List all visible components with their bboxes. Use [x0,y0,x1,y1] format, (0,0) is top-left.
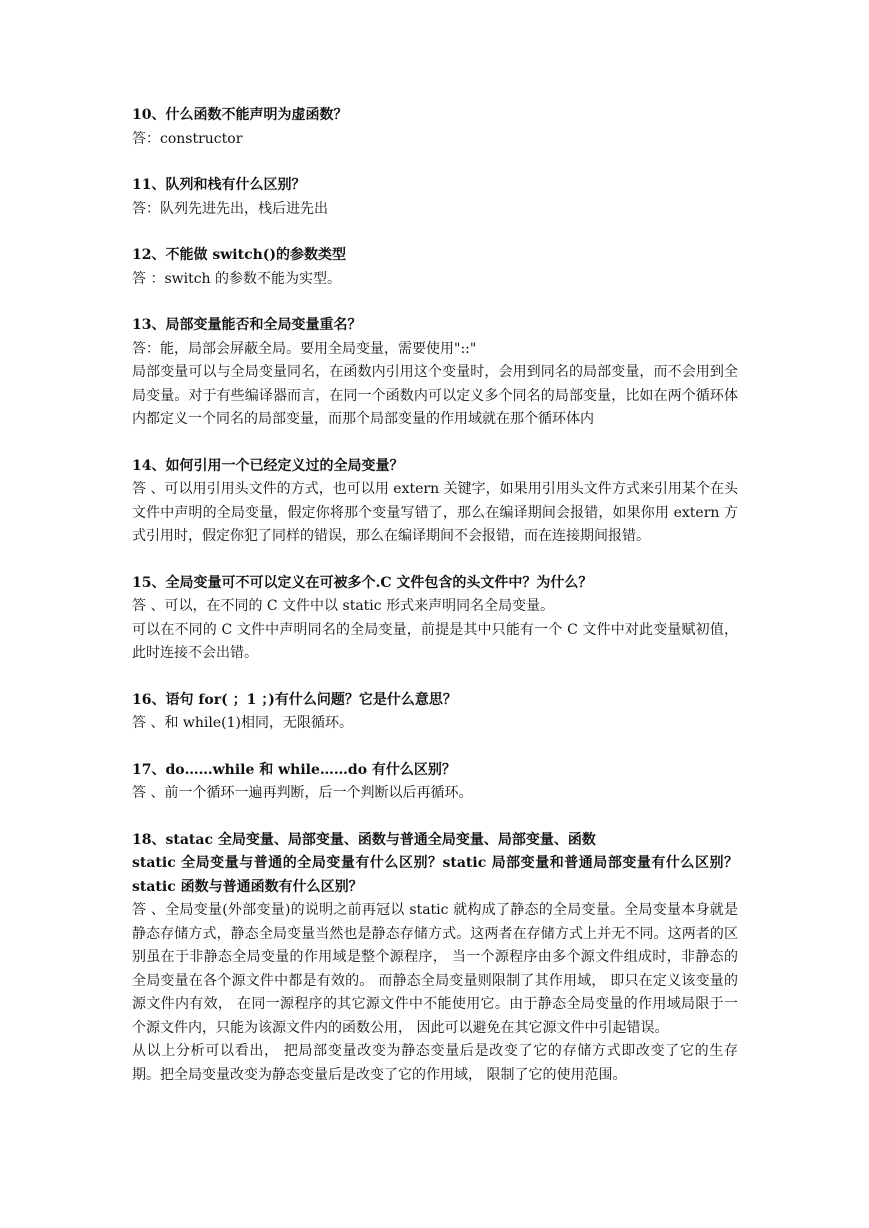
answer-paragraph: 答：constructor [132,130,243,147]
answer-paragraph: 答：队列先进先出，栈后进先出 [132,200,328,217]
qa-item-15 [132,572,738,666]
answer-paragraph: 答 、前一个循环一遍再判断，后一个判断以后再循环。 [132,785,473,801]
question-heading: 13、局部变量能否和全局变量重名？ [132,317,362,333]
qa-item-13 [132,314,738,432]
answer-paragraph: 答 、可以，在不同的 C 文件中以 static 形式来声明同名全局变量。 [132,598,555,614]
qa-item-18 [132,829,738,1088]
qa-item-17 [132,759,738,806]
qa-item-11 [132,174,738,221]
qa-item-12 [132,244,738,291]
question-heading: 11、队列和栈有什么区别？ [132,177,306,193]
question-heading: 18、statac 全局变量、局部变量、函数与普通全局变量、局部变量、函数 [132,831,596,848]
question-heading: 17、do……while 和 while……do 有什么区别？ [132,761,456,778]
question-heading: 12、不能做 switch()的参数类型 [132,247,347,263]
question-heading: 16、语句 for( ；1 ；)有什么问题？它是什么意思？ [132,691,457,708]
answer-paragraph: 从以上分析可以看出， 把局部变量改变为静态变量后是改变了它的存储方式即改变了它的生存期。把全局变量改变为静态变量后是改变了它的作用域， 限制了它的使用范围。 [132,1043,738,1083]
question-heading: 14、如何引用一个已经定义过的全局变量？ [132,457,404,474]
answer-paragraph: 答 、全局变量(外部变量)的说明之前再冠以 static 就构成了静态的全局变量。全局变量本身就是静态存储方式，静态全局变量当然也是静态存储方式。这两者在存储方式上并无不同。这两者的区别虽在于非静态全局变量的作用域是整个源程序， 当一个源程序由多个源文件组成时，非静态的全局变量在各个源文件中都是有效的。 而静态全局变量则限制了其作用域， 即只在定义该变量的源文件内有效， 在同一源程序的其它源文件中不能使用它。由于静态全局变量的作用域局限于一个源文件内，只能为该源文件内的函数公用， 因此可以避免在其它源文件中引起错误。 [132,902,738,1036]
qa-item-10 [132,104,738,151]
qa-item-16 [132,689,738,736]
answer-paragraph: 可以在不同的 C 文件中声明同名的全局变量，前提是其中只能有一个 C 文件中对此变量赋初值，此时连接不会出错。 [132,621,738,661]
document-page [132,104,738,1110]
answer-paragraph: 答：能，局部会屏蔽全局。要用全局变量，需要使用"::" [132,340,477,357]
answer-paragraph: 答 、可以用引用头文件的方式，也可以用 extern 关键字，如果用引用头文件方式来引用某个在头文件中声明的全局变量，假定你将那个变量写错了，那么在编译期间会报错，如果你用 extern 方式引用时，假定你犯了同样的错误，那么在编译期间不会报错，而在连接期间报错。 [132,481,738,544]
question-heading: static 全局变量与普通的全局变量有什么区别？static 局部变量和普通局部变量有什么区别？static 函数与普通函数有什么区别？ [132,855,738,895]
question-heading: 10、什么函数不能声明为虚函数？ [132,107,348,123]
answer-paragraph: 答 ：switch 的参数不能为实型。 [132,270,342,287]
answer-paragraph: 答 、和 while(1)相同，无限循环。 [132,715,353,731]
qa-item-14 [132,455,738,549]
answer-paragraph: 局部变量可以与全局变量同名，在函数内引用这个变量时，会用到同名的局部变量，而不会用到全局变量。对于有些编译器而言，在同一个函数内可以定义多个同名的局部变量，比如在两个循环体内都定义一个同名的局部变量，而那个局部变量的作用域就在那个循环体内 [132,364,738,427]
question-heading: 15、全局变量可不可以定义在可被多个.C 文件包含的头文件中？为什么？ [132,574,593,591]
